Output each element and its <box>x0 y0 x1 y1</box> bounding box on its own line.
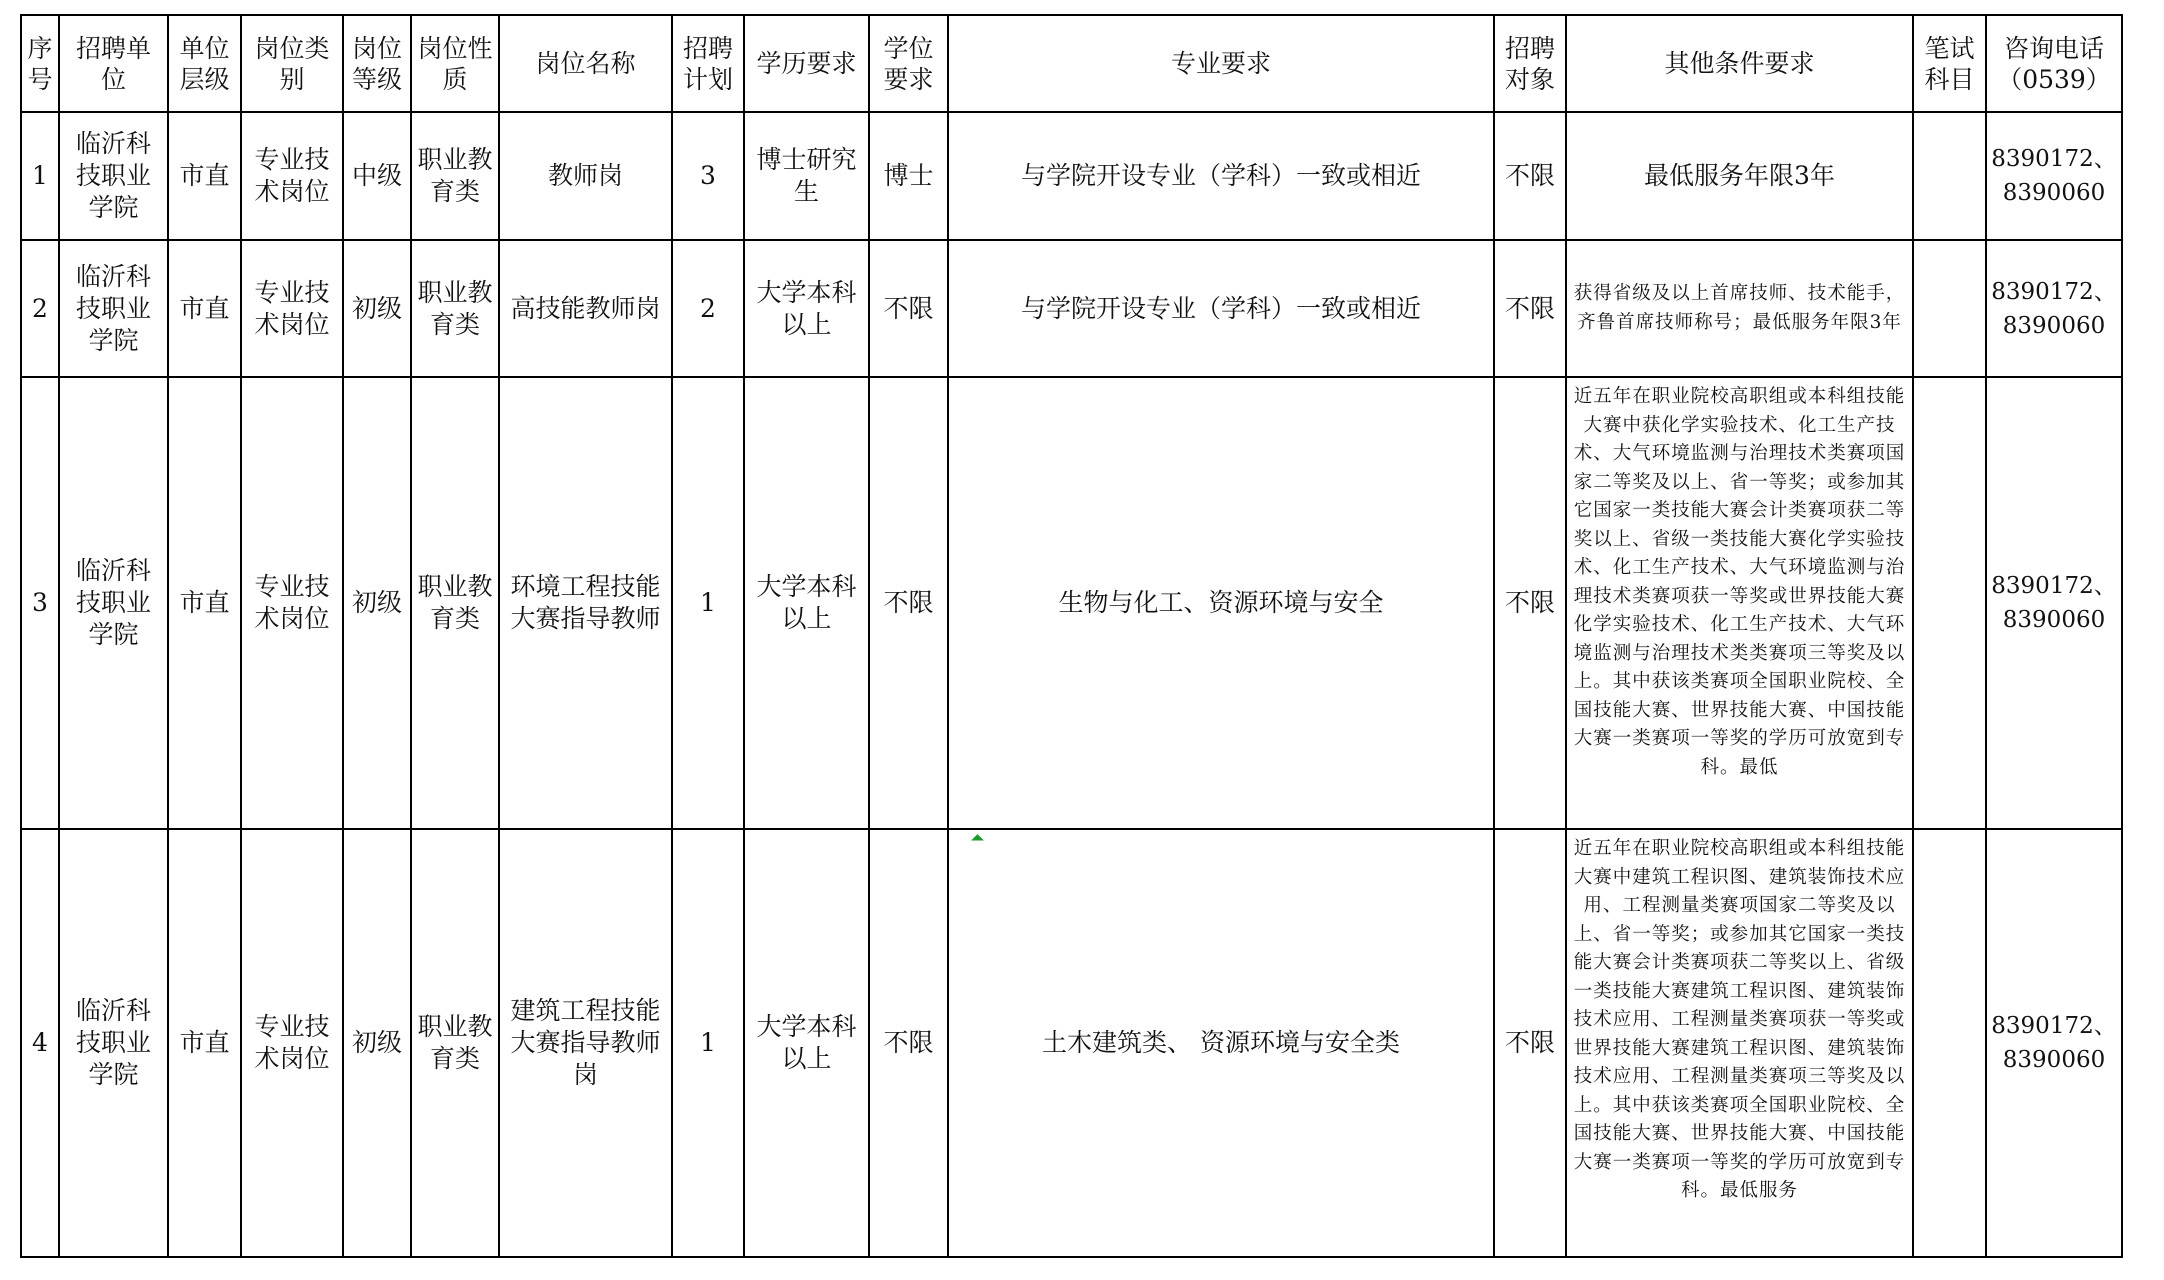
cell-unit: 临沂科技职业学院 <box>59 829 168 1257</box>
header-other: 其他条件要求 <box>1566 15 1913 112</box>
cell-name: 环境工程技能大赛指导教师 <box>499 377 672 829</box>
cell-degree: 博士 <box>869 112 948 240</box>
cell-level: 市直 <box>168 377 241 829</box>
cell-plan: 2 <box>672 240 744 377</box>
table-row <box>21 377 2122 829</box>
header-edu: 学历要求 <box>744 15 869 112</box>
cell-target: 不限 <box>1494 112 1566 240</box>
header-nature: 岗位性质 <box>411 15 499 112</box>
header-seq: 序号 <box>21 15 59 112</box>
cell-category: 专业技术岗位 <box>241 377 343 829</box>
cell-phone: 8390172、8390060 <box>1986 829 2122 1257</box>
cell-degree: 不限 <box>869 377 948 829</box>
cell-other <box>1566 829 1913 1257</box>
cell-unit: 临沂科技职业学院 <box>59 112 168 240</box>
cell-edu: 博士研究生 <box>744 112 869 240</box>
cell-category: 专业技术岗位 <box>241 240 343 377</box>
cell-exam <box>1913 240 1986 377</box>
cell-other-text: 近五年在职业院校高职组或本科组技能大赛中建筑工程识图、建筑装饰技术应用、工程测量类赛项国家二等奖及以上、省一等奖；或参加其它国家一类技能大赛会计类赛项获二等奖以上、省级一类技能大赛建筑工程识图、建筑装饰技术应用、工程测量类赛项获一等奖或世界技能大赛建筑工程识图、建筑装饰技术应用、工程测量类赛项三等奖及以上。其中获该类赛项全国职业院校、全国技能大赛、世界技能大赛、中国技能大赛一类赛项一等奖的学历可放宽到专科。最低服务 <box>1573 838 1906 1201</box>
cell-seq: 3 <box>21 377 59 829</box>
cell-major: 与学院开设专业（学科）一致或相近 <box>948 112 1494 240</box>
cell-phone: 8390172、8390060 <box>1986 377 2122 829</box>
cell-level: 市直 <box>168 240 241 377</box>
cell-seq: 2 <box>21 240 59 377</box>
cell-degree: 不限 <box>869 829 948 1257</box>
cell-major: 与学院开设专业（学科）一致或相近 <box>948 240 1494 377</box>
header-unit: 招聘单位 <box>59 15 168 112</box>
cell-grade: 初级 <box>343 829 411 1257</box>
cell-plan: 1 <box>672 377 744 829</box>
cell-level: 市直 <box>168 829 241 1257</box>
cell-plan: 3 <box>672 112 744 240</box>
cell-other <box>1566 377 1913 829</box>
cell-target: 不限 <box>1494 377 1566 829</box>
header-row <box>21 15 2122 112</box>
cell-seq: 4 <box>21 829 59 1257</box>
cell-major: 生物与化工、资源环境与安全 <box>948 377 1494 829</box>
cell-seq: 1 <box>21 112 59 240</box>
cell-other: 最低服务年限3年 <box>1566 112 1913 240</box>
cell-degree: 不限 <box>869 240 948 377</box>
header-major: 专业要求 <box>948 15 1494 112</box>
cell-other-text: 近五年在职业院校高职组或本科组技能大赛中获化学实验技术、化工生产技术、大气环境监测与治理技术类赛项国家二等奖及以上、省一等奖；或参加其它国家一类技能大赛会计类赛项获二等奖以上、省级一类技能大赛化学实验技术、化工生产技术、大气环境监测与治理技术类赛项获一等奖或世界技能大赛化学实验技术、化工生产技术、大气环境监测与治理技术类类赛项三等奖及以上。其中获该类赛项全国职业院校、全国技能大赛、世界技能大赛、中国技能大赛一类赛项一等奖的学历可放宽到专科。最低 <box>1573 386 1906 778</box>
cell-name: 教师岗 <box>499 112 672 240</box>
cell-target: 不限 <box>1494 829 1566 1257</box>
cell-unit: 临沂科技职业学院 <box>59 377 168 829</box>
cell-grade: 初级 <box>343 377 411 829</box>
cell-exam <box>1913 377 1986 829</box>
job-table <box>20 14 2123 1258</box>
cell-unit: 临沂科技职业学院 <box>59 240 168 377</box>
cell-grade: 中级 <box>343 112 411 240</box>
cell-phone: 8390172、8390060 <box>1986 240 2122 377</box>
table-row <box>21 240 2122 377</box>
cell-category: 专业技术岗位 <box>241 829 343 1257</box>
header-level: 单位层级 <box>168 15 241 112</box>
header-grade: 岗位等级 <box>343 15 411 112</box>
cell-category: 专业技术岗位 <box>241 112 343 240</box>
table-row <box>21 112 2122 240</box>
cell-edu: 大学本科以上 <box>744 829 869 1257</box>
cell-name: 建筑工程技能大赛指导教师岗 <box>499 829 672 1257</box>
header-degree: 学位要求 <box>869 15 948 112</box>
cell-nature: 职业教育类 <box>411 240 499 377</box>
cell-level: 市直 <box>168 112 241 240</box>
table-row <box>21 829 2122 1257</box>
cell-grade: 初级 <box>343 240 411 377</box>
cell-nature: 职业教育类 <box>411 829 499 1257</box>
cell-major: 土木建筑类、 资源环境与安全类 <box>948 829 1494 1257</box>
cell-exam <box>1913 112 1986 240</box>
header-phone <box>1986 15 2122 112</box>
cell-nature: 职业教育类 <box>411 112 499 240</box>
header-plan: 招聘计划 <box>672 15 744 112</box>
header-phone-title: 咨询电话 <box>2003 33 2104 63</box>
cell-other: 获得省级及以上首席技师、技术能手，齐鲁首席技师称号；最低服务年限3年 <box>1566 240 1913 377</box>
header-exam: 笔试科目 <box>1913 15 1986 112</box>
header-phone-area: （0539） <box>1997 64 2111 94</box>
header-target: 招聘对象 <box>1494 15 1566 112</box>
cell-edu: 大学本科以上 <box>744 377 869 829</box>
cell-exam <box>1913 829 1986 1257</box>
header-name: 岗位名称 <box>499 15 672 112</box>
cell-plan: 1 <box>672 829 744 1257</box>
header-category: 岗位类别 <box>241 15 343 112</box>
cell-name: 高技能教师岗 <box>499 240 672 377</box>
cell-phone: 8390172、8390060 <box>1986 112 2122 240</box>
cell-target: 不限 <box>1494 240 1566 377</box>
cell-nature: 职业教育类 <box>411 377 499 829</box>
cell-edu: 大学本科以上 <box>744 240 869 377</box>
